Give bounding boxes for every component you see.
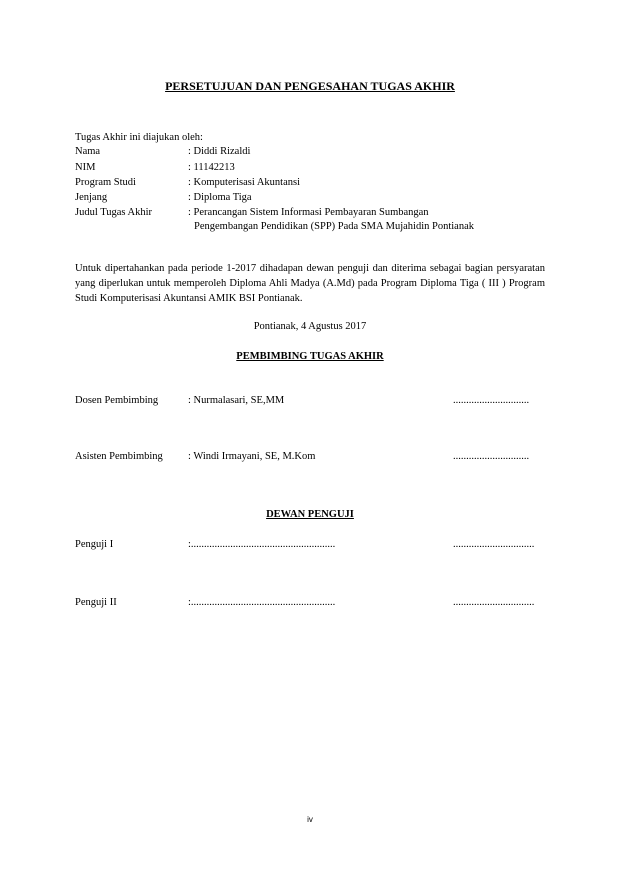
examiner-heading: DEWAN PENGUJI bbox=[266, 509, 354, 520]
field-value-nim: : 11142213 bbox=[188, 162, 235, 173]
examiner-label-1: Penguji I bbox=[75, 539, 114, 550]
advisor-heading: PEMBIMBING TUGAS AKHIR bbox=[236, 351, 384, 362]
advisor-signature-dosen: ............................. bbox=[453, 395, 530, 406]
examiner-name-2: :....................................................... bbox=[188, 597, 336, 608]
field-label-nama: Nama bbox=[75, 146, 101, 157]
examiner-signature-1: ............................... bbox=[453, 539, 535, 550]
advisor-signature-asisten: ............................. bbox=[453, 451, 530, 462]
examiner-label-2: Penguji II bbox=[75, 597, 117, 608]
advisor-name-asisten: : Windi Irmayani, SE, M.Kom bbox=[188, 451, 316, 462]
field-value-judul: : Perancangan Sistem Informasi Pembayaran Sumbangan bbox=[188, 207, 429, 218]
advisor-label-asisten: Asisten Pembimbing bbox=[75, 451, 163, 462]
examiner-signature-2: ............................... bbox=[453, 597, 535, 608]
examiner-name-1: :....................................................... bbox=[188, 539, 336, 550]
place-date: Pontianak, 4 Agustus 2017 bbox=[253, 321, 367, 332]
statement-paragraph: Untuk dipertahankan pada periode 1-2017 dihadapan dewan penguji dan diterima sebagai bagian persyaratan yang diperlukan untuk memperoleh Diploma Ahli Madya (A.Md) pada Program Diploma Tiga ( III ) Program Studi Komputerisasi Akuntansi AMIK BSI Pontianak. bbox=[75, 263, 545, 304]
advisor-name-dosen: : Nurmalasari, SE,MM bbox=[188, 395, 285, 406]
field-value-program-studi: : Komputerisasi Akuntansi bbox=[188, 177, 300, 188]
advisor-label-dosen: Dosen Pembimbing bbox=[75, 395, 159, 406]
field-label-jenjang: Jenjang bbox=[75, 192, 108, 203]
field-value-jenjang: : Diploma Tiga bbox=[188, 192, 252, 203]
page-number: iv bbox=[307, 815, 313, 824]
field-label-nim: NIM bbox=[75, 162, 96, 173]
field-label-program-studi: Program Studi bbox=[75, 177, 136, 188]
field-value-judul-cont: Pengembangan Pendidikan (SPP) Pada SMA Mujahidin Pontianak bbox=[194, 221, 474, 232]
field-value-nama: : Diddi Rizaldi bbox=[188, 146, 251, 157]
field-label-judul: Judul Tugas Akhir bbox=[75, 207, 153, 218]
page-title: PERSETUJUAN DAN PENGESAHAN TUGAS AKHIR bbox=[165, 79, 455, 93]
intro-text: Tugas Akhir ini diajukan oleh: bbox=[75, 132, 203, 143]
